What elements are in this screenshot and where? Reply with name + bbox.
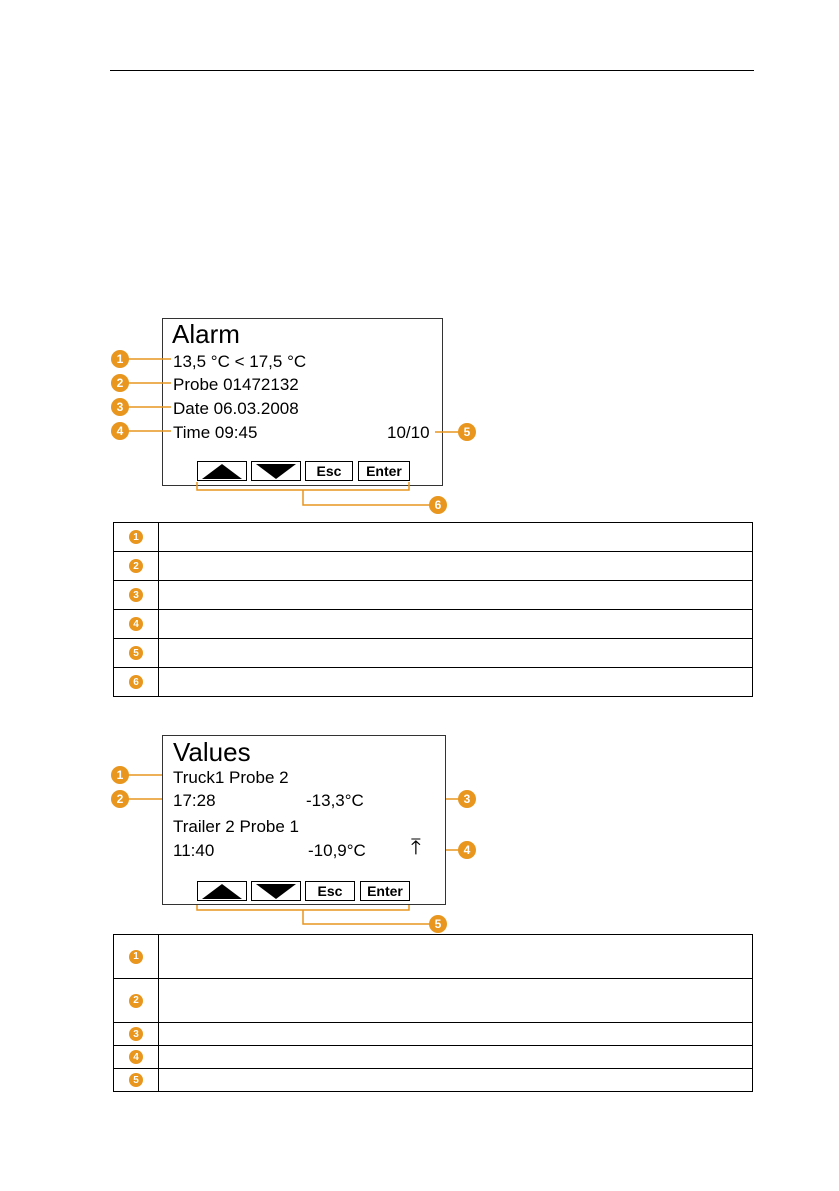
callout-badge-5: 5 [429, 915, 447, 933]
alarm-limit-line: 13,5 °C < 17,5 °C [173, 352, 307, 371]
alarm-date-line: Date 06.03.2008 [173, 399, 299, 418]
legend-row [114, 639, 753, 668]
legend-desc-3 [158, 581, 752, 610]
legend-desc-3 [158, 1023, 752, 1046]
legend-desc-2 [158, 552, 752, 581]
legend-row [114, 668, 753, 697]
callout-badge-1: 1 [111, 350, 129, 368]
legend-desc-2 [158, 979, 752, 1023]
legend-desc-5 [158, 1069, 752, 1092]
up-button[interactable] [197, 881, 247, 901]
legend-row [114, 552, 753, 581]
values-row2-value: -10,9°C [308, 841, 366, 860]
legend-badge-1: 1 [129, 950, 143, 964]
esc-button[interactable]: Esc [305, 461, 353, 481]
legend-desc-5 [158, 639, 752, 668]
callout-badge-2: 2 [111, 374, 129, 392]
values-row2-name: Trailer 2 Probe 1 [173, 817, 299, 836]
alarm-legend-table [113, 522, 753, 697]
legend-desc-4 [158, 610, 752, 639]
legend-badge-6: 6 [129, 675, 143, 689]
legend-row [114, 523, 753, 552]
legend-row [114, 1046, 753, 1069]
legend-badge-3: 3 [129, 1027, 143, 1041]
down-button[interactable] [251, 881, 301, 901]
callout-badge-3: 3 [111, 398, 129, 416]
callout-badge-2: 2 [111, 790, 129, 808]
alarm-title: Alarm [172, 319, 240, 349]
legend-badge-4: 4 [129, 1050, 143, 1064]
legend-row [114, 935, 753, 979]
legend-desc-4 [158, 1046, 752, 1069]
callout-badge-1: 1 [111, 766, 129, 784]
legend-desc-6 [158, 668, 752, 697]
esc-button[interactable]: Esc [305, 881, 355, 901]
callout-badge-4: 4 [111, 422, 129, 440]
legend-badge-5: 5 [129, 646, 143, 660]
values-row1-value: -13,3°C [306, 791, 364, 810]
legend-badge-3: 3 [129, 588, 143, 602]
legend-row [114, 610, 753, 639]
legend-badge-5: 5 [129, 1073, 143, 1087]
legend-desc-1 [158, 935, 752, 979]
legend-row [114, 1069, 753, 1092]
up-arrow-icon [202, 884, 242, 899]
values-row2-time: 11:40 [173, 841, 215, 860]
callout-badge-5: 5 [458, 423, 476, 441]
values-legend-table [113, 934, 753, 1092]
callout-badge-4: 4 [458, 841, 476, 859]
legend-badge-2: 2 [129, 994, 143, 1008]
legend-row [114, 979, 753, 1023]
enter-button[interactable]: Enter [360, 881, 410, 901]
alarm-time-line: Time 09:45 [173, 423, 258, 442]
values-title: Values [173, 737, 251, 767]
legend-badge-1: 1 [129, 530, 143, 544]
enter-button[interactable]: Enter [358, 461, 410, 481]
scroll-top-icon: ⤒ [411, 834, 421, 859]
callout-badge-3: 3 [458, 790, 476, 808]
legend-badge-4: 4 [129, 617, 143, 631]
down-arrow-icon [256, 884, 296, 899]
alarm-probe-line: Probe 01472132 [173, 375, 299, 394]
values-display [162, 735, 446, 905]
legend-row [114, 581, 753, 610]
callout-badge-6: 6 [429, 496, 447, 514]
legend-badge-2: 2 [129, 559, 143, 573]
legend-row [114, 1023, 753, 1046]
legend-desc-1 [158, 523, 752, 552]
values-row1-name: Truck1 Probe 2 [173, 768, 289, 787]
alarm-counter: 10/10 [387, 423, 430, 442]
values-row1-time: 17:28 [173, 791, 216, 810]
